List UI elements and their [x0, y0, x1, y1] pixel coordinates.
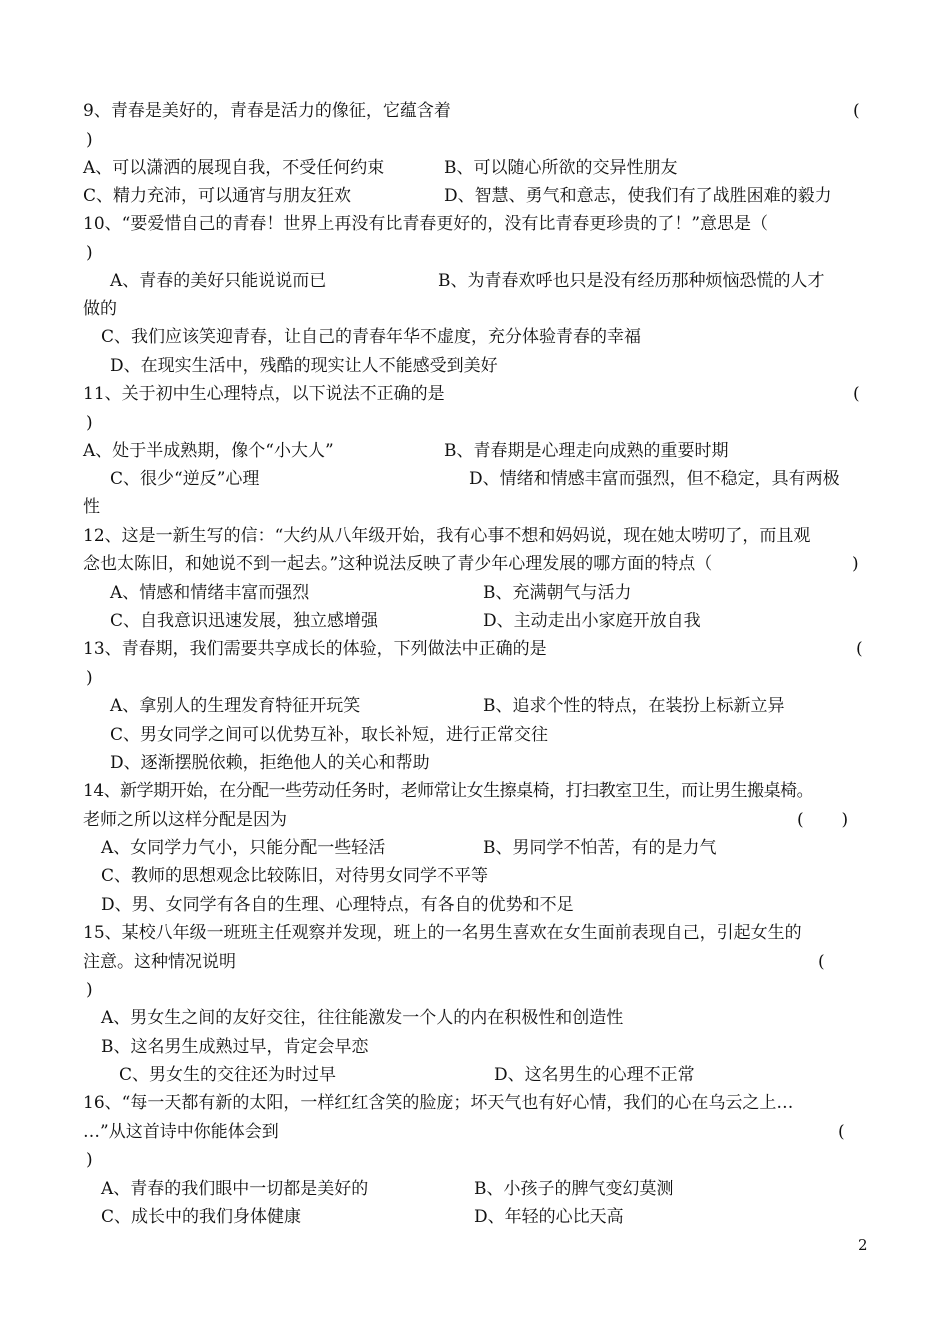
q12-answer-paren-close: ) [852, 554, 859, 574]
q10-option-b: B、为青春欢呼也只是没有经历那种烦恼恐慌的人才 [438, 271, 825, 291]
q15-answer-paren-close: ) [86, 980, 93, 1000]
q11-option-a: A、处于半成熟期，像个“小大人” [83, 441, 334, 461]
q14-stem-line2: 老师之所以这样分配是因为 [83, 810, 287, 830]
q15-answer-paren-open: ( [818, 952, 825, 972]
q14-stem-line1: 14、新学期开始，在分配一些劳动任务时，老师常让女生擦桌椅，打扫教室卫生，而让男生搬桌椅。 [83, 781, 814, 801]
q12-option-c: C、自我意识迅速发展，独立感增强 [110, 611, 379, 631]
q11-option-c: C、很少“逆反”心理 [110, 469, 260, 489]
q10-option-a: A、青春的美好只能说说而已 [110, 271, 327, 291]
q16-stem-line1: 16、“每一天都有新的太阳，一样红红含笑的脸庞；坏天气也有好心情，我们的心在乌云之上… [83, 1093, 794, 1113]
q12-option-a: A、情感和情绪丰富而强烈 [110, 583, 310, 603]
q15-option-b: B、这名男生成熟过早，肯定会早恋 [101, 1037, 369, 1057]
q10-stem: 10、“要爱惜自己的青春！世界上再没有比青春更好的，没有比青春更珍贵的了！”意思是（ [83, 214, 769, 234]
q16-answer-paren-open: ( [838, 1122, 845, 1142]
q11-stem: 11、关于初中生心理特点，以下说法不正确的是 [83, 384, 445, 404]
q15-option-c: C、男女生的交往还为时过早 [119, 1065, 337, 1085]
q14-option-d: D、男、女同学有各自的生理、心理特点，有各自的优势和不足 [101, 895, 574, 915]
q12-stem-line1: 12、这是一新生写的信：“大约从八年级开始，我有心事不想和妈妈说，现在她太唠叨了，而且观 [83, 526, 811, 546]
q15-option-d: D、这名男生的心理不正常 [494, 1065, 695, 1085]
q9-option-b: B、可以随心所欲的交异性朋友 [444, 158, 678, 178]
q12-option-b: B、充满朝气与活力 [483, 583, 632, 603]
q16-answer-paren-close: ) [86, 1150, 93, 1170]
q9-option-a: A、可以潇洒的展现自我，不受任何约束 [83, 158, 385, 178]
q12-stem-line2: 念也太陈旧，和她说不到一起去。”这种说法反映了青少年心理发展的哪方面的特点（ [83, 554, 713, 574]
q10-answer-paren-close: ) [86, 243, 93, 263]
q9-answer-paren-close: ) [86, 130, 93, 150]
q13-answer-paren-close: ) [86, 668, 93, 688]
q16-option-a: A、青春的我们眼中一切都是美好的 [101, 1179, 369, 1199]
q14-option-c: C、教师的思想观念比较陈旧，对待男女同学不平等 [101, 866, 489, 886]
q16-stem-line2: …”从这首诗中你能体会到 [83, 1122, 279, 1142]
q11-answer-paren-close: ) [86, 413, 93, 433]
q11-option-d: D、情绪和情感丰富而强烈，但不稳定，具有两极 [469, 469, 840, 489]
q13-answer-paren-open: ( [856, 639, 863, 659]
q9-stem: 9、青春是美好的，青春是活力的像征，它蕴含着 [83, 101, 451, 121]
q9-option-c: C、精力充沛，可以通宵与朋友狂欢 [83, 186, 352, 206]
q16-option-c: C、成长中的我们身体健康 [101, 1207, 302, 1227]
q13-stem: 13、青春期，我们需要共享成长的体验，下列做法中正确的是 [83, 639, 547, 659]
q10-option-c: C、我们应该笑迎青春，让自己的青春年华不虚度，充分体验青春的幸福 [101, 327, 642, 347]
q9-answer-paren-open: ( [853, 101, 860, 121]
q13-option-d: D、逐渐摆脱依赖，拒绝他人的关心和帮助 [110, 753, 430, 773]
q15-stem-line1: 15、某校八年级一班班主任观察并发现，班上的一名男生喜欢在女生面前表现自己，引起女生的 [83, 923, 802, 943]
q13-option-c: C、男女同学之间可以优势互补，取长补短，进行正常交往 [110, 725, 549, 745]
q15-option-a: A、男女生之间的友好交往，往往能激发一个人的内在积极性和创造性 [101, 1008, 624, 1028]
q12-option-d: D、主动走出小家庭开放自我 [483, 611, 701, 631]
q10-option-b-cont: 做的 [83, 299, 117, 319]
q11-option-d-cont: 性 [83, 497, 100, 517]
q13-option-a: A、拿别人的生理发育特征开玩笑 [110, 696, 361, 716]
q15-stem-line2: 注意。这种情况说明 [83, 952, 236, 972]
q11-option-b: B、青春期是心理走向成熟的重要时期 [444, 441, 729, 461]
q14-option-a: A、女同学力气小，只能分配一些轻活 [101, 838, 386, 858]
q16-option-b: B、小孩子的脾气变幻莫测 [474, 1179, 674, 1199]
q14-option-b: B、男同学不怕苦，有的是力气 [483, 838, 717, 858]
q14-answer-paren: ( ) [797, 810, 849, 830]
q13-option-b: B、追求个性的特点，在装扮上标新立异 [483, 696, 785, 716]
q10-option-d: D、在现实生活中，残酷的现实让人不能感受到美好 [110, 356, 498, 376]
q11-answer-paren-open: ( [853, 384, 860, 404]
q16-option-d: D、年轻的心比天高 [474, 1207, 624, 1227]
page-number: 2 [858, 1236, 868, 1254]
q9-option-d: D、智慧、勇气和意志，使我们有了战胜困难的毅力 [444, 186, 832, 206]
